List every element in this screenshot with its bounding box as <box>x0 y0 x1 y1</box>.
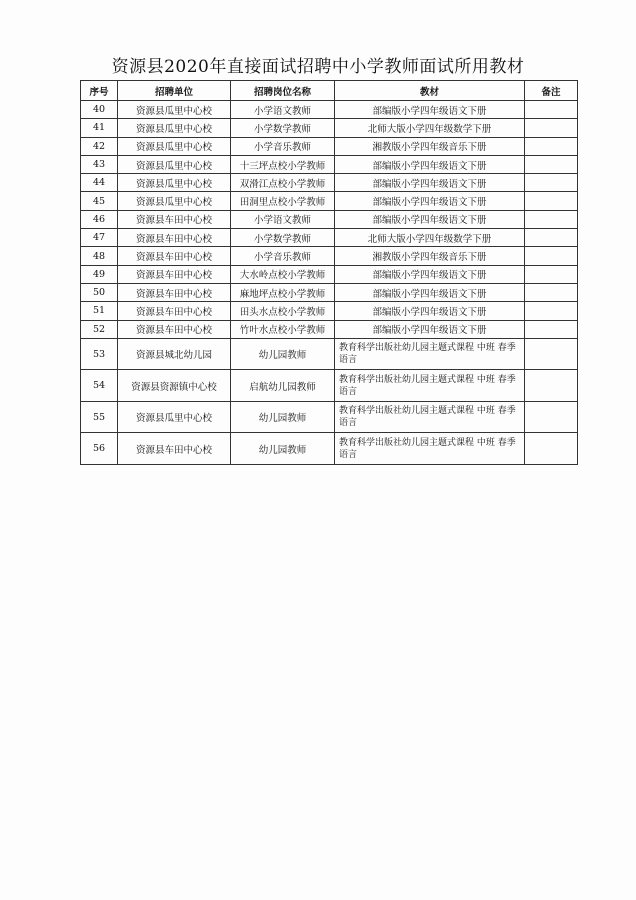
cell-number: 55 <box>81 401 118 433</box>
cell-textbook: 湘教版小学四年级音乐下册 <box>335 137 525 155</box>
cell-position: 小学语文教师 <box>231 101 335 119</box>
cell-number: 51 <box>81 302 118 320</box>
cell-position: 竹叶水点校小学教师 <box>231 320 335 338</box>
cell-remarks <box>525 247 578 265</box>
cell-number: 50 <box>81 283 118 301</box>
table-row <box>81 370 578 402</box>
cell-textbook: 湘教版小学四年级音乐下册 <box>335 247 525 265</box>
table-row <box>81 137 578 155</box>
table-row <box>81 155 578 173</box>
cell-number: 48 <box>81 247 118 265</box>
cell-remarks <box>525 137 578 155</box>
table-row <box>81 265 578 283</box>
cell-position: 幼儿园教师 <box>231 433 335 465</box>
cell-remarks <box>525 155 578 173</box>
cell-remarks <box>525 101 578 119</box>
table-row <box>81 210 578 228</box>
header-position: 招聘岗位名称 <box>231 81 335 101</box>
cell-textbook: 部编版小学四年级语文下册 <box>335 265 525 283</box>
cell-number: 47 <box>81 229 118 247</box>
cell-number: 56 <box>81 433 118 465</box>
cell-number: 53 <box>81 338 118 370</box>
table-row <box>81 101 578 119</box>
cell-textbook: 部编版小学四年级语文下册 <box>335 101 525 119</box>
cell-position: 田头水点校小学教师 <box>231 302 335 320</box>
table-row <box>81 229 578 247</box>
cell-textbook: 部编版小学四年级语文下册 <box>335 174 525 192</box>
cell-number: 49 <box>81 265 118 283</box>
cell-textbook: 部编版小学四年级语文下册 <box>335 192 525 210</box>
table-row <box>81 119 578 137</box>
cell-remarks <box>525 210 578 228</box>
cell-textbook: 北师大版小学四年级数学下册 <box>335 229 525 247</box>
header-hiring-unit: 招聘单位 <box>118 81 231 101</box>
table-row <box>81 174 578 192</box>
materials-table <box>80 80 578 465</box>
cell-remarks <box>525 119 578 137</box>
table-row <box>81 283 578 301</box>
cell-hiring-unit: 资源县瓜里中心校 <box>118 155 231 173</box>
cell-textbook: 部编版小学四年级语文下册 <box>335 283 525 301</box>
cell-position: 启航幼儿园教师 <box>231 370 335 402</box>
cell-remarks <box>525 229 578 247</box>
cell-number: 52 <box>81 320 118 338</box>
cell-hiring-unit: 资源县瓜里中心校 <box>118 101 231 119</box>
table-header-row <box>81 81 578 101</box>
cell-position: 双滑江点校小学教师 <box>231 174 335 192</box>
header-textbook: 教材 <box>335 81 525 101</box>
cell-number: 46 <box>81 210 118 228</box>
table-row <box>81 192 578 210</box>
cell-position: 幼儿园教师 <box>231 338 335 370</box>
table-row <box>81 302 578 320</box>
cell-position: 小学数学教师 <box>231 119 335 137</box>
table-row <box>81 433 578 465</box>
cell-remarks <box>525 283 578 301</box>
table-row <box>81 401 578 433</box>
header-number: 序号 <box>81 81 118 101</box>
cell-remarks <box>525 433 578 465</box>
cell-textbook: 教育科学出版社幼儿园主题式课程 中班 春季 语言 <box>335 401 525 433</box>
table-row <box>81 247 578 265</box>
cell-hiring-unit: 资源县车田中心校 <box>118 265 231 283</box>
cell-remarks <box>525 192 578 210</box>
cell-hiring-unit: 资源县车田中心校 <box>118 302 231 320</box>
cell-textbook: 北师大版小学四年级数学下册 <box>335 119 525 137</box>
cell-position: 小学数学教师 <box>231 229 335 247</box>
cell-remarks <box>525 338 578 370</box>
cell-textbook: 部编版小学四年级语文下册 <box>335 320 525 338</box>
cell-hiring-unit: 资源县资源镇中心校 <box>118 370 231 402</box>
cell-number: 43 <box>81 155 118 173</box>
cell-position: 田洞里点校小学教师 <box>231 192 335 210</box>
cell-hiring-unit: 资源县车田中心校 <box>118 229 231 247</box>
cell-position: 小学语文教师 <box>231 210 335 228</box>
cell-position: 小学音乐教师 <box>231 137 335 155</box>
cell-position: 十三坪点校小学教师 <box>231 155 335 173</box>
cell-number: 41 <box>81 119 118 137</box>
page-title: 资源县2020年直接面试招聘中小学教师面试所用教材 <box>111 57 525 77</box>
cell-number: 54 <box>81 370 118 402</box>
cell-remarks <box>525 265 578 283</box>
cell-remarks <box>525 302 578 320</box>
cell-textbook: 部编版小学四年级语文下册 <box>335 302 525 320</box>
cell-number: 44 <box>81 174 118 192</box>
table-body <box>81 101 578 465</box>
cell-hiring-unit: 资源县瓜里中心校 <box>118 174 231 192</box>
cell-position: 麻地坪点校小学教师 <box>231 283 335 301</box>
cell-textbook: 教育科学出版社幼儿园主题式课程 中班 春季 语言 <box>335 370 525 402</box>
cell-textbook: 教育科学出版社幼儿园主题式课程 中班 春季 语言 <box>335 433 525 465</box>
cell-remarks <box>525 401 578 433</box>
table-row <box>81 338 578 370</box>
cell-textbook: 部编版小学四年级语文下册 <box>335 155 525 173</box>
cell-remarks <box>525 320 578 338</box>
cell-hiring-unit: 资源县车田中心校 <box>118 433 231 465</box>
cell-remarks <box>525 174 578 192</box>
cell-hiring-unit: 资源县车田中心校 <box>118 320 231 338</box>
cell-position: 幼儿园教师 <box>231 401 335 433</box>
cell-remarks <box>525 370 578 402</box>
cell-position: 大水岭点校小学教师 <box>231 265 335 283</box>
cell-position: 小学音乐教师 <box>231 247 335 265</box>
cell-textbook: 部编版小学四年级语文下册 <box>335 210 525 228</box>
cell-hiring-unit: 资源县车田中心校 <box>118 210 231 228</box>
cell-number: 40 <box>81 101 118 119</box>
cell-hiring-unit: 资源县车田中心校 <box>118 283 231 301</box>
cell-hiring-unit: 资源县瓜里中心校 <box>118 192 231 210</box>
header-remarks: 备注 <box>525 81 578 101</box>
cell-hiring-unit: 资源县车田中心校 <box>118 247 231 265</box>
cell-number: 45 <box>81 192 118 210</box>
table-row <box>81 320 578 338</box>
cell-hiring-unit: 资源县瓜里中心校 <box>118 137 231 155</box>
cell-hiring-unit: 资源县瓜里中心校 <box>118 119 231 137</box>
cell-hiring-unit: 资源县城北幼儿园 <box>118 338 231 370</box>
cell-hiring-unit: 资源县瓜里中心校 <box>118 401 231 433</box>
cell-number: 42 <box>81 137 118 155</box>
cell-textbook: 教育科学出版社幼儿园主题式课程 中班 春季 语言 <box>335 338 525 370</box>
